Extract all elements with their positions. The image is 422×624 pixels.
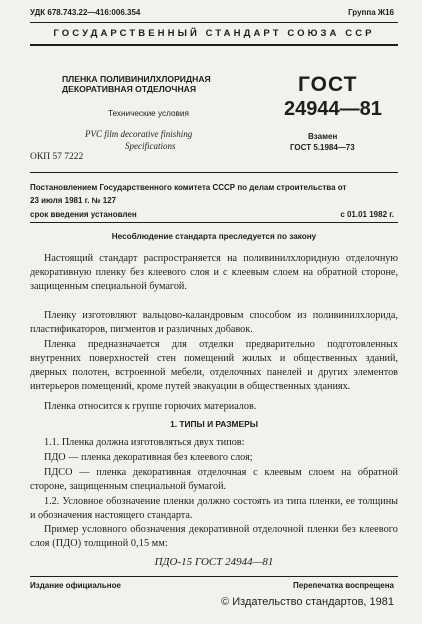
footer-reprint-forbidden: Перепечатка воспрещена (293, 581, 394, 590)
paragraph-purpose: Пленка предназначается для отделки предварительно подготовленных внутренних поверхностей стен помещений жилых и общественных зданий, дверных полотен, встроенной мебели, отделочных панелей и других элементов интерьеров помещений, кроме путей эвакуации в общественных зданиях. (30, 339, 398, 392)
type-pdso: ПДСО — пленка декоративная отделочная с клеевым слоем на обратной стороне, защищенным специальной бумагой. (30, 467, 398, 492)
okp-code: ОКП 57 7222 (30, 152, 84, 162)
document-subtitle: Технические условия (108, 109, 189, 118)
header-rule-bottom (30, 44, 398, 46)
law-warning: Несоблюдение стандарта преследуется по закону (111, 232, 317, 241)
decree-line3-right: с 01.01 1982 г. (340, 210, 394, 219)
section-heading: 1. ТИПЫ И РАЗМЕРЫ (170, 419, 258, 429)
paragraph-flammability: Пленка относится к группе горючих материалов. (44, 401, 257, 412)
standard-title: ГОСУДАРСТВЕННЫЙ СТАНДАРТ СОЮЗА ССР (53, 28, 375, 39)
item-1-2: 1.2. Условное обозначение пленки должно состоять из типа пленки, ее толщины и обозначения настоящего стандарта. (30, 496, 398, 521)
decree-line3-left: срок введения установлен (30, 210, 137, 219)
gost-number: 24944—81 (284, 98, 382, 120)
gost-label: ГОСТ (298, 73, 358, 96)
udk-code: УДК 678.743.22—416:006.354 (30, 8, 141, 17)
document-name-line1: ПЛЕНКА ПОЛИВИНИЛХЛОРИДНАЯ (62, 74, 211, 84)
group-code: Группа Ж16 (348, 8, 394, 17)
english-title-line1: PVC film decorative finishing (85, 129, 193, 139)
paragraph-scope: Настоящий стандарт распространяется на поливинилхлоридную отделочную декоративную пленку без клеевого слоя и с клеевым слоем на обратной стороне, защищенным специальной бумагой. (30, 253, 398, 292)
paragraph-manufacture: Пленку изготовляют вальцово-каландровым способом из поливинилхлорида, пластификаторов, пигментов и различных добавок. (30, 310, 398, 335)
footer-official-edition: Издание официальное (30, 581, 121, 590)
decree-line1: Постановлением Государственного комитета СССР по делам строительства от (30, 183, 347, 192)
type-pdo: ПДО — пленка декоративная без клеевого слоя; (44, 452, 253, 463)
footer-copyright: © Издательство стандартов, 1981 (221, 596, 394, 608)
replaces-value: ГОСТ 5.1984—73 (290, 143, 355, 152)
title-rule (30, 172, 398, 173)
english-title-line2: Specifications (125, 141, 176, 151)
header-rule-top (30, 22, 398, 23)
footer-rule (30, 576, 398, 577)
replaces-label: Взамен (308, 132, 338, 141)
designation-sample: ПДО-15 ГОСТ 24944—81 (154, 556, 274, 568)
item-1-1: 1.1. Пленка должна изготовляться двух типов: (44, 437, 245, 448)
decree-line2: 23 июля 1981 г. № 127 (30, 196, 117, 205)
document-name-line2: ДЕКОРАТИВНАЯ ОТДЕЛОЧНАЯ (62, 84, 197, 94)
designation-example: Пример условного обозначения декоративной отделочной пленки без клеевого слоя (ПДО) толщиной 0,15 мм: (30, 524, 398, 549)
decree-rule (30, 222, 398, 223)
